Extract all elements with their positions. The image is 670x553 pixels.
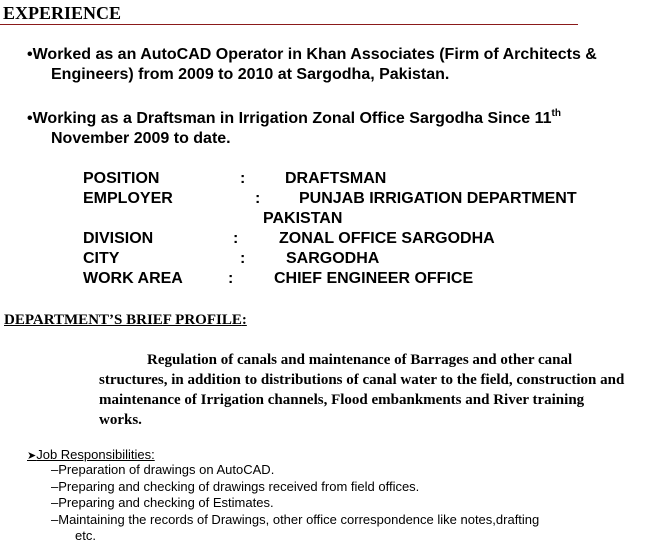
detail-colon: : [240,250,246,267]
job-responsibilities-title: Job Responsibilities: [36,447,155,462]
detail-label-division: DIVISION [83,230,154,247]
detail-colon: : [233,230,239,247]
task-item [51,462,274,477]
task-text: Preparing and checking of drawings received from field offices. [58,479,420,494]
experience-bullet-2 [27,108,561,128]
bullet-text: Working as a Draftsman in Irrigation Zonal Office Sargodha Since 11 [32,110,552,127]
profile-paragraph-line-2: structures, in addition to distributions of canal water to the field, construction and [99,372,625,388]
profile-paragraph-line-4: works. [99,412,142,428]
bullet-marker: • [27,110,33,127]
task-item [51,512,539,527]
bullet-text: Worked as an AutoCAD Operator in Khan Associates (Firm of Architects & [32,46,597,63]
detail-value-position: DRAFTSMAN [285,170,387,187]
task-marker: – [51,495,59,510]
detail-label-city: CITY [83,250,120,267]
detail-value-division: ZONAL OFFICE SARGODHA [279,230,495,247]
detail-value-employer: PUNJAB IRRIGATION DEPARTMENT [299,190,577,207]
experience-heading: EXPERIENCE [3,3,122,23]
experience-bullet-2-continuation: November 2009 to date. [51,130,231,147]
profile-paragraph-line-1: Regulation of canals and maintenance of Barrages and other canal [147,352,573,368]
task-text: Maintaining the records of Drawings, other office correspondence like notes,drafting [58,512,540,527]
experience-bullet-1-continuation: Engineers) from 2009 to 2010 at Sargodha, Pakistan. [51,66,450,83]
task-item [51,495,274,510]
detail-value-employer-continuation: PAKISTAN [263,210,343,227]
task-text: Preparation of drawings on AutoCAD. [58,462,275,477]
detail-label-employer: EMPLOYER [83,190,173,207]
detail-value-work-area: CHIEF ENGINEER OFFICE [274,270,474,287]
detail-label-position: POSITION [83,170,160,187]
detail-value-city: SARGODHA [286,250,380,267]
heading-divider [0,24,578,25]
detail-colon: : [255,190,261,207]
detail-label-work-area: WORK AREA [83,270,183,287]
detail-colon: : [240,170,246,187]
department-profile-title: DEPARTMENT’S BRIEF PROFILE [4,312,242,328]
job-responsibilities-heading [27,447,155,462]
task-marker: – [51,512,59,527]
bullet-marker: • [27,46,33,63]
experience-bullet-1 [27,46,597,64]
ordinal-suffix: th [551,108,561,119]
arrow-bullet-icon: ➤ [27,450,37,462]
detail-colon: : [228,270,234,287]
department-profile-heading [4,312,247,329]
profile-paragraph-line-3: maintenance of Irrigation channels, Flood embankments and River training [99,392,585,408]
task-text: Preparing and checking of Estimates. [58,495,274,510]
task-item-continuation: etc. [75,528,96,543]
heading-colon: : [241,312,247,328]
task-marker: – [51,479,59,494]
task-item [51,479,419,494]
task-marker: – [51,462,59,477]
